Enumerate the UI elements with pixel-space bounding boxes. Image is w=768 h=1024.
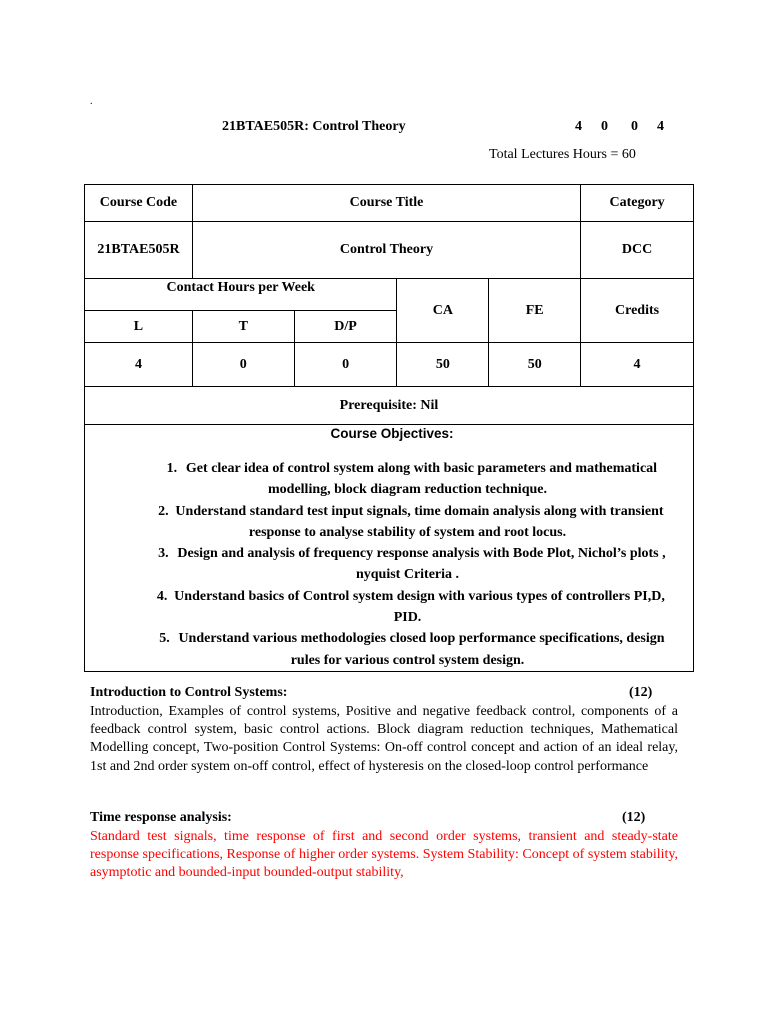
category-label: Category xyxy=(581,185,694,222)
ltpc-t: 0 xyxy=(601,119,608,134)
ltpc-c: 4 xyxy=(657,119,664,134)
t-value: 0 xyxy=(192,343,294,387)
fe-label: FE xyxy=(489,279,581,343)
course-code-label: Course Code xyxy=(85,185,193,222)
ca-value: 50 xyxy=(397,343,489,387)
objective-item: 1. Get clear idea of control system along with basic parameters and mathematical modelling, block diagram reduction technique. xyxy=(166,461,658,498)
l-label: L xyxy=(85,311,193,343)
credits-value: 4 xyxy=(581,343,694,387)
t-label: T xyxy=(192,311,294,343)
course-code-value: 21BTAE505R xyxy=(85,222,193,279)
objective-item: 3. Design and analysis of frequency response analysis with Bode Plot, Nichol’s plots , nyquist Criteria . xyxy=(158,546,666,583)
objective-item: 4. Understand basics of Control system design with various types of controllers PI,D, PID. xyxy=(156,588,665,626)
dp-value: 0 xyxy=(294,343,397,387)
contact-hours-label: Contact Hours per Week xyxy=(85,279,397,311)
section-title-time-response: Time response analysis: xyxy=(90,810,232,825)
ltpc-l: 4 xyxy=(575,119,582,134)
ca-label: CA xyxy=(397,279,489,343)
fe-value: 50 xyxy=(489,343,581,387)
course-objectives-heading: Course Objectives: xyxy=(330,426,454,441)
credits-label: Credits xyxy=(581,279,694,343)
l-value: 4 xyxy=(85,343,193,387)
dp-label: D/P xyxy=(294,311,397,343)
objective-item: 2. Understand standard test input signals, time domain analysis along with transient response to analyse stability of system and root locus. xyxy=(158,503,664,540)
section-hours-introduction: (12) xyxy=(629,685,653,700)
prerequisite: Prerequisite: Nil xyxy=(85,387,694,425)
course-objectives-cell xyxy=(85,425,694,672)
course-title-label: Course Title xyxy=(192,185,580,222)
stray-dot: . xyxy=(90,96,93,107)
section-body-introduction: Introduction, Examples of control systems, Positive and negative feedback control, components of a feedback control system, basic control actions. Block diagram reduction techniques, Mathematical Modelling concept, Two-position Control Systems: On-off control concept and action of an ideal relay, 1st and 2nd order system on-off control, effect of hysteresis on the closed-loop control performance xyxy=(90,704,678,774)
total-lectures-hours: Total Lectures Hours = 60 xyxy=(489,147,636,162)
objective-item: 5. Understand various methodologies closed loop performance specifications, design rules for various control system design. xyxy=(159,631,665,668)
course-details-table xyxy=(84,184,694,672)
ltpc-p: 0 xyxy=(631,119,638,134)
course-title-value: Control Theory xyxy=(192,222,580,279)
section-hours-time-response: (12) xyxy=(622,810,646,825)
course-heading: 21BTAE505R: Control Theory xyxy=(222,119,406,134)
category-value: DCC xyxy=(581,222,694,279)
section-title-introduction: Introduction to Control Systems: xyxy=(90,685,288,700)
course-objectives-list xyxy=(85,450,693,671)
section-body-time-response: Standard test signals, time response of first and second order systems, transient and steady-state response specifications, Response of higher order systems. System Stability: Concept of system stability, asymptotic and bounded-input bounded-output stability, xyxy=(90,829,678,881)
